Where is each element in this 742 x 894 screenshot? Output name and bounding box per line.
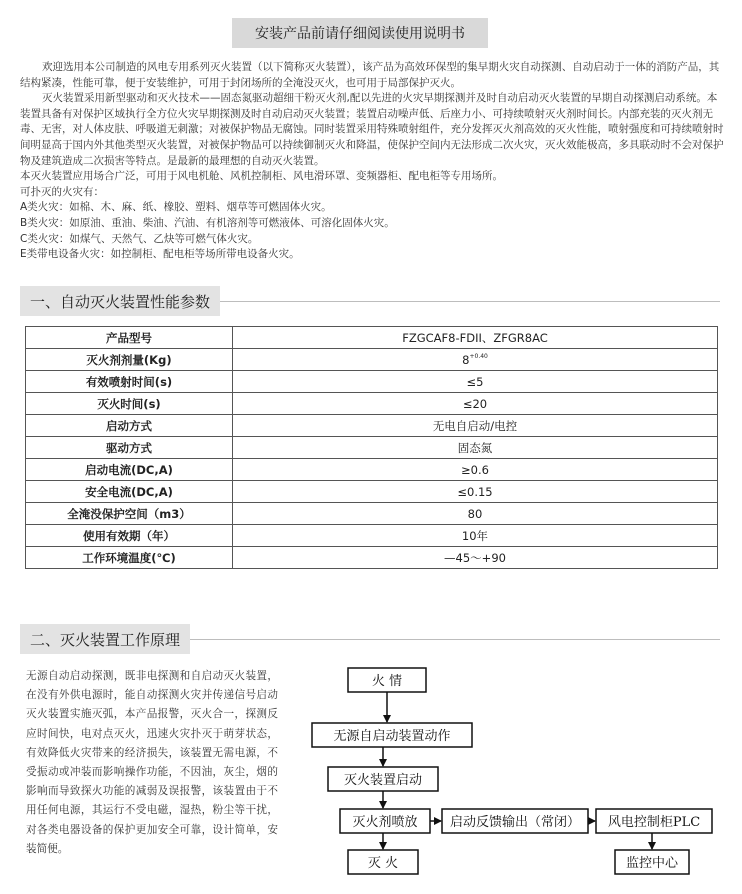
param-value: 10年 bbox=[233, 525, 718, 547]
param-value: FZGCAF8-FDII、ZFGR8AC bbox=[233, 327, 718, 349]
flow-label-fire: 火 情 bbox=[371, 674, 403, 689]
param-label: 全淹没保护空间（m3） bbox=[26, 503, 233, 525]
param-value: 80 bbox=[233, 503, 718, 525]
intro-paragraph: 灭火装置采用新型驱动和灭火技术——固态氮驱动超细干粉灭火剂,配以先进的火灾早期探测并及时自动启动灭火装置的早期自动探测启动系统。本装置具备有对保护区域执行全方位火灾早期探测及时自动启动灭火装置；装置启动噪声低、后座力小、可持续喷射灭火剂时间长。内部充装的灭火剂无毒、无害，对人体皮肤、呼吸道无刺激；对被保护物品无腐蚀。同时装置采用特殊喷射组件，充分发挥灭火剂高效的灭火性能，喷射强度和可持续喷射时间明显高于国内外其他类型灭火装置，对被保护物品可以持续御制灭火和降温，使保护空间内无法形成二次火灾，灭火效能极高，多具联动时不会对保护物及建筑造成二次损害等特点。是最新的最理想的自动灭火装置。 bbox=[20, 92, 724, 167]
fire-class-e: E类带电设备火灾：如控制柜、配电柜等场所带电设备火灾。 bbox=[20, 248, 300, 261]
param-value: ≥0.6 bbox=[233, 459, 718, 481]
param-value: ≤20 bbox=[233, 393, 718, 415]
flow-label-monitoring-center: 监控中心 bbox=[625, 856, 679, 871]
table-row bbox=[26, 393, 718, 415]
param-value: ≤0.15 bbox=[233, 481, 718, 503]
param-tolerance: +0.40 bbox=[469, 352, 488, 360]
param-label: 启动方式 bbox=[26, 415, 233, 437]
fire-class-a: A类火灾：如棉、木、麻、纸、橡胶、塑料、烟草等可燃固体火灾。 bbox=[20, 201, 332, 214]
fire-class-heading: 可扑灭的火灾有： bbox=[20, 185, 104, 198]
section-title: 二、灭火装置工作原理 bbox=[20, 624, 190, 654]
section-title: 一、自动灭火装置性能参数 bbox=[20, 286, 220, 316]
flow-label-passive-trigger: 无源自启动装置动作 bbox=[333, 729, 451, 744]
param-label: 安全电流(DC,A) bbox=[26, 481, 233, 503]
fire-class-c: C类火灾：如煤气、天然气、乙炔等可燃气体火灾。 bbox=[20, 232, 259, 245]
page-title: 安装产品前请仔细阅读使用说明书 bbox=[232, 18, 488, 48]
table-row bbox=[26, 459, 718, 481]
table-row bbox=[26, 349, 718, 371]
param-value: 无电自启动/电控 bbox=[233, 415, 718, 437]
param-label: 驱动方式 bbox=[26, 437, 233, 459]
principle-text: 无源自动启动探测，既非电探测和自启动灭火装置，在没有外供电源时，能自动探测火灾并传递信号启动灭火装置实施灭弧，本产品报警，灭火合一，探测反应时间快，电对点灭火，迅速火灾扑灭于萌芽状态，有效降低火灾带来的经济损失，该装置无需电源，不受振动或冲装而影响操作功能，不因油，灰尘，烟的影响而导致探火功能的减弱及误报警，该装置由于不用任何电源，其运行不受电磁，湿热，粉尘等干扰，对各类电器设备的保护更加安全可靠，设计简单，安装简便。 bbox=[26, 670, 278, 855]
fire-class-b: B类火灾：如原油、重油、柴油、汽油、有机溶剂等可燃液体、可溶化固体火灾。 bbox=[20, 216, 395, 229]
param-value: ≤5 bbox=[233, 371, 718, 393]
flow-label-feedback-output: 启动反馈输出（常闭） bbox=[449, 815, 581, 830]
table-row bbox=[26, 327, 718, 349]
param-value: 固态氮 bbox=[233, 437, 718, 459]
param-label: 使用有效期（年） bbox=[26, 525, 233, 547]
param-value: 8 bbox=[462, 352, 470, 367]
flow-label-device-start: 灭火装置启动 bbox=[343, 773, 423, 788]
table-row bbox=[26, 525, 718, 547]
table-row bbox=[26, 371, 718, 393]
param-label: 灭火剂剂量(Kg) bbox=[26, 349, 233, 371]
divider bbox=[190, 639, 720, 640]
flow-label-plc: 风电控制柜PLC bbox=[607, 815, 701, 830]
flow-diagram bbox=[290, 660, 730, 885]
param-value: —45～+90 bbox=[233, 547, 718, 569]
table-row bbox=[26, 481, 718, 503]
table-row bbox=[26, 415, 718, 437]
table-row bbox=[26, 503, 718, 525]
params-table bbox=[25, 326, 718, 569]
table-row bbox=[26, 437, 718, 459]
param-value-cell bbox=[233, 349, 718, 371]
section-header-principle bbox=[20, 624, 720, 654]
intro-paragraph: 欢迎选用本公司制造的风电专用系列灭火装置（以下简称灭火装置），该产品为高效环保型的集早期火灾自动探测、自动启动于一体的消防产品，其结构紧凑，性能可靠，便于安装维护，可用于封闭场所的全淹没灭火，也可用于局部保护灭火。 bbox=[20, 61, 720, 89]
param-label: 有效喷射时间(s) bbox=[26, 371, 233, 393]
table-row bbox=[26, 547, 718, 569]
flow-label-extinguish: 灭 火 bbox=[367, 856, 399, 871]
intro-paragraph: 本灭火装置应用场合广泛，可用于风电机舱、风机控制柜、风电滑环罩、变频器柜、配电柜等专用场所。 bbox=[20, 170, 503, 183]
param-label: 启动电流(DC,A) bbox=[26, 459, 233, 481]
section-header-params bbox=[20, 286, 720, 316]
divider bbox=[220, 301, 720, 302]
flow-label-agent-release: 灭火剂喷放 bbox=[352, 815, 418, 830]
param-label: 灭火时间(s) bbox=[26, 393, 233, 415]
intro-text bbox=[20, 60, 726, 263]
param-label: 产品型号 bbox=[26, 327, 233, 349]
param-label: 工作环境温度(℃) bbox=[26, 547, 233, 569]
